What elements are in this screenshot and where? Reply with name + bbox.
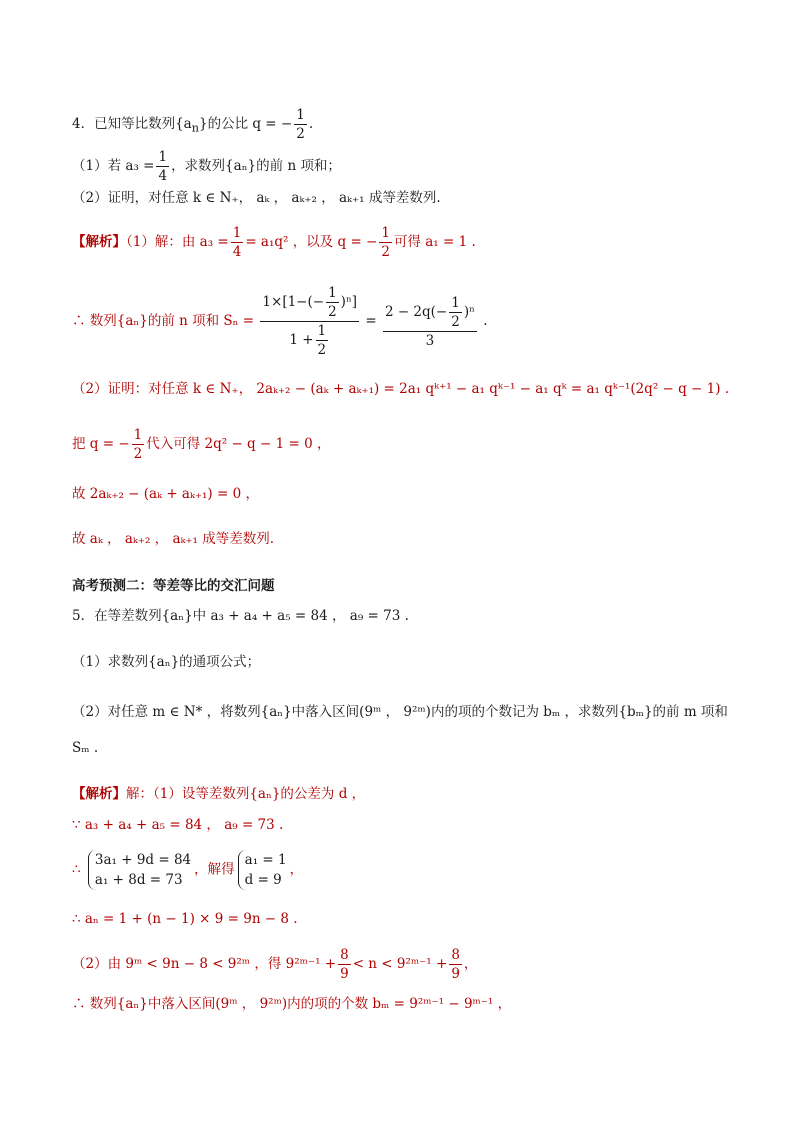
given-line: [72, 815, 283, 835]
frac-denominator: 4: [232, 244, 242, 260]
sol-mid: = a₁q² ，以及 q = −: [245, 234, 378, 250]
frac-numerator: 1: [296, 107, 305, 123]
sum2-numerator: [383, 294, 477, 332]
hence-text: 故 aₖ ， aₖ₊₂ ， aₖ₊₁ 成等差数列.: [72, 531, 275, 547]
period: .: [308, 116, 314, 132]
inner-half: [316, 322, 329, 359]
a3-expr: a₃ =: [199, 234, 229, 250]
part2-text: （2）对任意 m ∈ N* ，将数列{aₙ}中落入区间(9ᵐ ， 9²ᵐ)内的项的个数记为 bₘ ，求数列{bₘ}的前 m 项和: [72, 704, 728, 720]
system-solution: [238, 850, 287, 890]
therefore: ∴: [72, 861, 81, 878]
solution-tag: 【解析】: [72, 234, 126, 250]
period: .: [483, 313, 488, 329]
frac-numerator: 8: [340, 947, 349, 963]
frac-numerator: 8: [451, 947, 460, 963]
hence-line-2: [72, 529, 274, 549]
general-term-line: [72, 909, 298, 929]
solution-5-intro: [72, 784, 365, 804]
given-text: ∵ a₃ + a₄ + a₅ = 84 ， a₉ = 73 .: [72, 817, 284, 833]
sol-intro-text: 解：（1）设等差数列{aₙ}的公差为 d ，: [126, 786, 366, 802]
seq-brace-close: }: [198, 116, 208, 132]
frac-denominator: 2: [381, 244, 390, 260]
seq-subscript: n: [191, 121, 199, 135]
sum-den-part: 1 +: [289, 332, 314, 348]
sub-text: 把 q = −: [72, 436, 130, 452]
sum-fraction-2: [383, 294, 477, 350]
solve-text: ，解得: [194, 861, 235, 878]
problem-5-part2-cont: [72, 738, 98, 758]
equals: =: [365, 313, 377, 329]
fraction-quarter: [156, 148, 169, 185]
proof-text: （2）证明：对任意 k ∈ N₊， 2aₖ₊₂ − (aₖ + aₖ₊₁) = 2a₁ qᵏ⁺¹ − a₁ qᵏ⁻¹ − a₁ qᵏ = a₁ qᵏ⁻¹(2q² − q − 1) .: [72, 381, 730, 397]
frac-denominator: 2: [133, 446, 143, 462]
part-label: （1）若: [72, 158, 122, 174]
sum2-denominator: 3: [425, 332, 435, 349]
ratio-expr: q = −: [252, 116, 293, 132]
frac-denominator: 2: [328, 304, 337, 320]
problem-5-part1: [72, 652, 260, 672]
problem-4-part2: [72, 188, 441, 208]
frac-numerator: 1: [381, 225, 390, 241]
frac-denominator: 2: [451, 313, 460, 330]
sum-num-part: 1×[1−(−: [262, 294, 325, 310]
sum-fraction-1: [260, 284, 359, 359]
count-text: ∴ 数列{aₙ}中落入区间(9ᵐ ， 9²ᵐ)内的项的个数 bₘ = 9²ᵐ⁻¹ − 9ᵐ⁻¹ ，: [72, 996, 512, 1012]
frac-numerator: 1: [232, 225, 242, 241]
fraction-eight-ninths: [449, 946, 462, 983]
part2-text-cont: Sₘ .: [72, 740, 99, 756]
frac-denominator: 9: [340, 966, 349, 982]
sum2-num-part: 2 − 2q(−: [384, 303, 448, 320]
frac-numerator: 1: [317, 323, 327, 339]
hence-line-1: [72, 484, 259, 504]
problem-5-intro: [72, 606, 409, 626]
inner-half: [326, 284, 339, 321]
section-heading: 高考预测二：等差等比的交汇问题: [72, 578, 275, 594]
answer-2: d = 9: [244, 872, 282, 888]
fraction-half: [379, 224, 392, 261]
fraction-half: [132, 426, 145, 463]
frac-numerator: 1: [451, 294, 460, 311]
sum-prefix: ∴ 数列{aₙ}的前 n 项和 Sₙ =: [72, 313, 255, 329]
part1-tail: 项和；: [300, 158, 341, 174]
hence-text: 故 2aₖ₊₂ − (aₖ + aₖ₊₁) = 0 ，: [72, 486, 259, 502]
inner-half: [449, 294, 462, 331]
sub-tail: 代入可得 2q² − q − 1 = 0 ，: [146, 436, 331, 452]
sum-formula: [72, 284, 488, 359]
n-var: n: [287, 158, 297, 174]
sol-end: 可得 a₁ = 1 .: [393, 234, 476, 250]
equation-1: 3a₁ + 9d = 84: [94, 852, 192, 868]
range-line: [72, 946, 477, 983]
comma: ，: [463, 956, 478, 972]
solution-4-line1: [72, 224, 476, 261]
range-mid: < n < 9²ᵐ⁻¹ +: [352, 956, 448, 972]
system-equations: [88, 850, 191, 890]
proof-line: [72, 379, 729, 399]
seq-symbol: {a: [175, 116, 192, 132]
comma: ，: [289, 861, 304, 878]
a3-expr: a₃ =: [125, 158, 155, 174]
problem-4-intro: [72, 106, 313, 143]
sum-num-tail: )ⁿ]: [340, 294, 358, 310]
frac-denominator: 2: [296, 126, 305, 142]
equation-2: a₁ + 8d = 73: [94, 872, 183, 888]
part1-text: ，求数列{aₙ}的前: [171, 158, 284, 174]
range-text: （2）由 9ᵐ < 9n − 8 < 9²ᵐ ，得 9²ᵐ⁻¹ +: [72, 956, 337, 972]
intro-text: 5．在等差数列{aₙ}中 a₃ + a₄ + a₅ = 84 ， a₉ = 73 .: [72, 608, 409, 624]
frac-numerator: 1: [133, 427, 143, 443]
sum-numerator: [260, 284, 359, 322]
answer-1: a₁ = 1: [244, 852, 287, 868]
frac-denominator: 2: [317, 342, 327, 358]
count-line: [72, 994, 511, 1014]
sol-text: （1）解：由: [126, 234, 196, 250]
fraction-half: [294, 106, 307, 143]
general-term: ∴ aₙ = 1 + (n − 1) × 9 = 9n − 8 .: [72, 911, 298, 927]
frac-denominator: 4: [158, 168, 168, 184]
fraction-quarter: [231, 224, 244, 261]
problem-5-part2: [72, 702, 728, 722]
substitution-line: [72, 426, 330, 463]
sum-denominator: [260, 322, 359, 359]
part1-text: （1）求数列{aₙ}的通项公式；: [72, 654, 261, 670]
part2-text: （2）证明，对任意 k ∈ N₊， aₖ ， aₖ₊₂ ， aₖ₊₁ 成等差数列.: [72, 190, 441, 206]
fraction-eight-ninths: [338, 946, 351, 983]
frac-denominator: 9: [451, 966, 460, 982]
system-line: [72, 850, 303, 890]
sum2-num-tail: )ⁿ: [463, 303, 475, 320]
frac-numerator: 1: [328, 285, 337, 301]
frac-numerator: 1: [158, 149, 168, 165]
intro-ratio-text: 的公比: [207, 116, 249, 132]
problem-4-part1: [72, 148, 341, 185]
intro-text: 4．已知等比数列: [72, 116, 176, 132]
solution-tag: 【解析】: [72, 786, 126, 802]
